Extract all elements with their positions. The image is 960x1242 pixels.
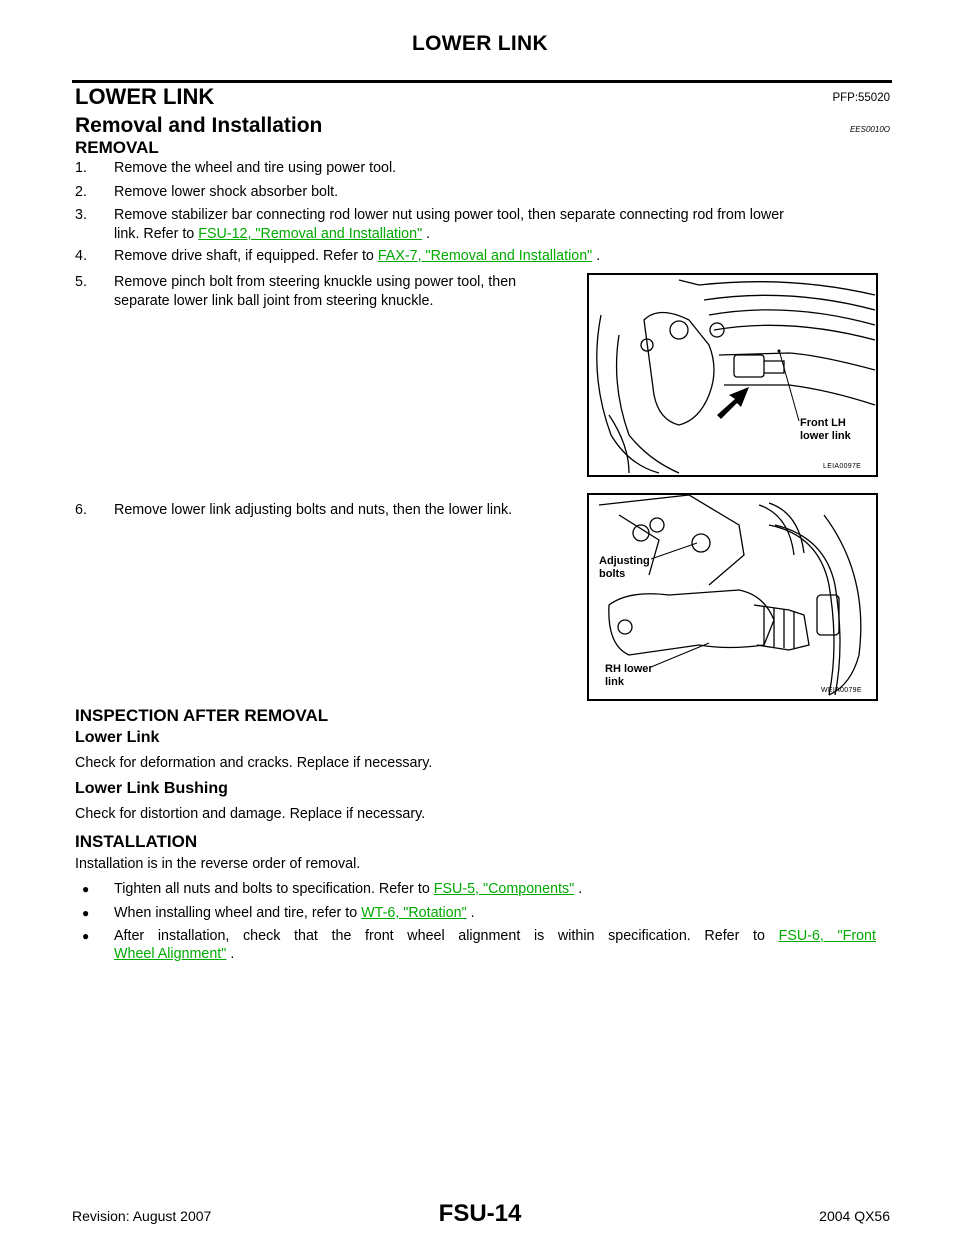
footer-page-number: FSU-14	[438, 1200, 522, 1227]
figure-code: LEIA0097E	[823, 463, 862, 470]
link-fsu-6[interactable]: FSU-6, "Front	[778, 928, 876, 944]
bullet-text: When installing wheel and tire, refer to WT-6, "Rotation" .	[114, 905, 475, 921]
link-fsu-5[interactable]: FSU-5, "Components"	[433, 881, 575, 897]
step-text: Remove lower shock absorber bolt.	[114, 184, 339, 200]
link-fsu-12[interactable]: FSU-12, "Removal and Installation"	[198, 226, 423, 242]
illustration-lower-link-ball-joint	[589, 275, 876, 475]
step-text: Remove pinch bolt from steering knuckle using power tool, then	[114, 274, 517, 290]
link-fax-7[interactable]: FAX-7, "Removal and Installation"	[377, 248, 593, 264]
footer-model: 2004 QX56	[819, 1208, 890, 1224]
installation-intro: Installation is in the reverse order of removal.	[75, 856, 361, 872]
figure-code: WEIA0079E	[821, 687, 862, 694]
step-text-cont: separate lower link ball joint from steering knuckle.	[114, 293, 434, 309]
step-text-cont: link. Refer to FSU-12, "Removal and Installation" .	[114, 226, 431, 242]
step-text: Remove the wheel and tire using power tool.	[114, 160, 397, 176]
section-title: LOWER LINK	[75, 84, 215, 109]
step-number: 2.	[75, 184, 87, 200]
bullet-text: After installation, check that the front wheel alignment is within specification. Refer to FSU-6, "Front	[114, 928, 876, 944]
step-number: 5.	[75, 274, 87, 290]
step-number: 3.	[75, 207, 87, 223]
bushing-heading: Lower Link Bushing	[75, 780, 228, 797]
bushing-text: Check for distortion and damage. Replace if necessary.	[75, 806, 426, 822]
bullet-glyph: ●	[82, 882, 90, 896]
section-code: PFP:55020	[832, 92, 890, 104]
step-text: Remove stabilizer bar connecting rod lower nut using power tool, then separate connecting rod from lower	[114, 207, 784, 223]
figure-front-lh-lower-link	[587, 273, 878, 477]
footer-revision: Revision: August 2007	[72, 1208, 212, 1224]
bullet-glyph: ●	[82, 929, 90, 943]
figure-label: Adjusting bolts	[599, 555, 650, 580]
figure-label: RH lower link	[605, 663, 653, 688]
figure-label: Front LH lower link	[800, 417, 851, 442]
step-text: Remove lower link adjusting bolts and nuts, then the lower link.	[114, 502, 513, 518]
installation-heading: INSTALLATION	[75, 832, 198, 851]
subsection-title: Removal and Installation	[75, 114, 323, 137]
step-number: 1.	[75, 160, 87, 176]
bullet-glyph: ●	[82, 906, 90, 920]
header-rule	[72, 80, 892, 83]
lower-link-heading: Lower Link	[75, 729, 160, 746]
link-wt-6[interactable]: WT-6, "Rotation"	[361, 905, 467, 921]
step-number: 4.	[75, 248, 87, 264]
running-header: LOWER LINK	[412, 32, 548, 55]
removal-heading: REMOVAL	[75, 138, 159, 157]
bullet-text: Tighten all nuts and bolts to specification. Refer to FSU-5, "Components" .	[114, 881, 583, 897]
subsection-code: EES0010O	[849, 125, 890, 134]
figure-rh-lower-link	[587, 493, 878, 701]
bullet-text-cont: Wheel Alignment" .	[114, 946, 235, 962]
step-number: 6.	[75, 502, 87, 518]
step-text: Remove drive shaft, if equipped. Refer to FAX-7, "Removal and Installation" .	[114, 248, 601, 264]
lower-link-text: Check for deformation and cracks. Replace if necessary.	[75, 755, 433, 771]
link-fsu-6-cont[interactable]: Wheel Alignment"	[114, 946, 227, 962]
inspection-heading: INSPECTION AFTER REMOVAL	[75, 706, 329, 725]
